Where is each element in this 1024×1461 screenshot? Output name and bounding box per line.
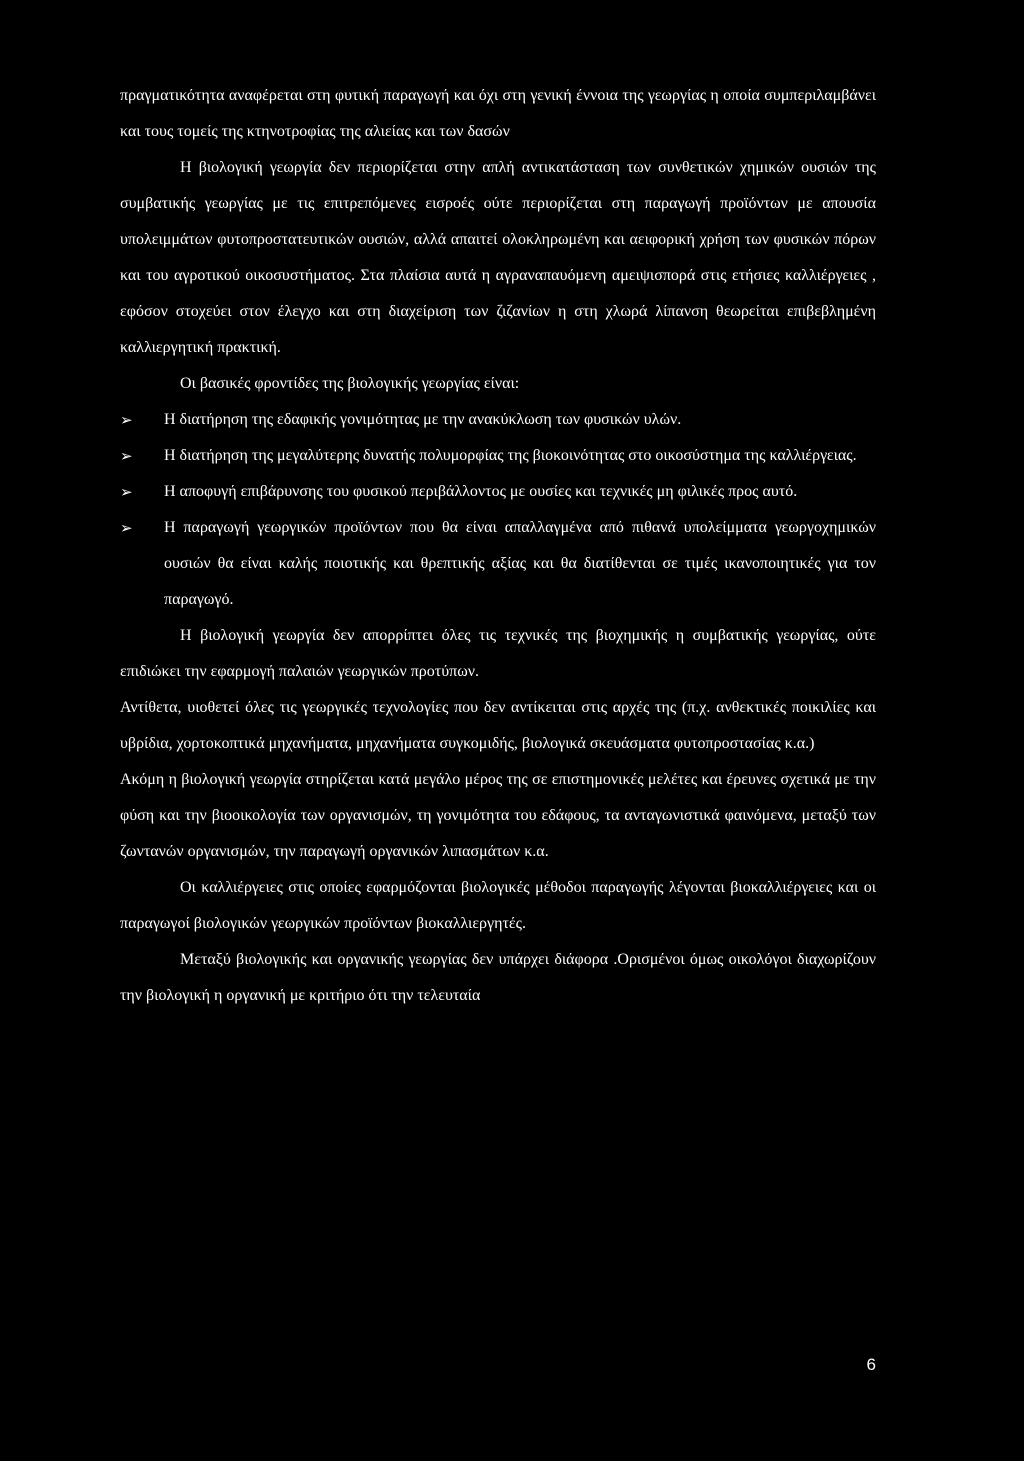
paragraph-6: Ακόμη η βιολογική γεωργία στηρίζεται κατά μεγάλο μέρος της σε επιστημονικές μελέτες και έρευνες σχετικά με την φύση και την βιοοικολογία των οργανισμών, τη γονιμότητα του εδάφους, τα ανταγωνιστικά φαινόμενα, μεταξύ των ζωντανών οργανισμών, την παραγωγή οργανικών λιπασμάτων κ.α.	[120, 771, 876, 860]
list-item	[120, 474, 876, 510]
paragraph-8: Μεταξύ βιολογικής και οργανικής γεωργίας δεν υπάρχει διάφορα .Ορισμένοι όμως οικολόγοι διαχωρίζουν την βιολογική η οργανική με κριτήριο ότι την τελευταία	[120, 951, 876, 1004]
list-item-text: Η διατήρηση της εδαφικής γονιμότητας με την ανακύκλωση των φυσικών υλών.	[164, 411, 682, 428]
list-item	[120, 510, 876, 618]
arrowhead-icon: ➢	[120, 411, 133, 429]
arrowhead-icon: ➢	[120, 447, 133, 465]
list-item	[120, 438, 876, 474]
paragraph-4: Η βιολογική γεωργία δεν απορρίπτει όλες τις τεχνικές της βιοχημικής η συμβατικής γεωργίας, ούτε επιδιώκει την εφαρμογή παλαιών γεωργικών προτύπων.	[120, 627, 876, 680]
bullet-list	[120, 402, 876, 618]
paragraph-5: Αντίθετα, υιοθετεί όλες τις γεωργικές τεχνολογίες που δεν αντίκειται στις αρχές της (π.χ. ανθεκτικές ποικιλίες και υβρίδια, χορτοκοπτικά μηχανήματα, μηχανήματα συγκομιδής, βιολογικά σκευάσματα φυτοπροστασίας κ.α.)	[120, 699, 876, 752]
list-item-text: Η αποφυγή επιβάρυνσης του φυσικού περιβάλλοντος με ουσίες και τεχνικές μη φιλικές προς αυτό.	[164, 483, 798, 500]
list-item	[120, 402, 876, 438]
document-body	[120, 78, 876, 1014]
page-number: 6	[866, 1355, 876, 1374]
list-item-text: Η παραγωγή γεωργικών προϊόντων που θα είναι απαλλαγμένα από πιθανά υπολείμματα γεωργοχημικών ουσιών θα είναι καλής ποιοτικής και θρεπτικής αξίας και θα διατίθενται σε τιμές ικανοποιητικές για τον παραγωγό.	[164, 519, 876, 608]
paragraph-3: Οι βασικές φροντίδες της βιολογικής γεωργίας είναι:	[180, 375, 520, 392]
arrowhead-icon: ➢	[120, 519, 133, 537]
paragraph-1: πραγματικότητα αναφέρεται στη φυτική παραγωγή και όχι στη γενική έννοια της γεωργίας η οποία συμπεριλαμβάνει και τους τομείς της κτηνοτροφίας της αλιείας και των δασών	[120, 87, 876, 140]
list-item-text: Η διατήρηση της μεγαλύτερης δυνατής πολυμορφίας της βιοκοινότητας στο οικοσύστημα της καλλιέργειας.	[164, 447, 857, 464]
arrowhead-icon: ➢	[120, 483, 133, 501]
paragraph-7: Οι καλλιέργειες στις οποίες εφαρμόζονται βιολογικές μέθοδοι παραγωγής λέγονται βιοκαλλιέργειες και οι παραγωγοί βιολογικών γεωργικών προϊόντων βιοκαλλιεργητές.	[120, 879, 876, 932]
paragraph-2: Η βιολογική γεωργία δεν περιορίζεται στην απλή αντικατάσταση των συνθετικών χημικών ουσιών της συμβατικής γεωργίας με τις επιτρεπόμενες εισροές ούτε περιορίζεται στη παραγωγή προϊόντων με απουσία υπολειμμάτων φυτοπροστατευτικών ουσιών, αλλά απαιτεί ολοκληρωμένη και αειφορική χρήση των φυσικών πόρων και του αγροτικού οικοσυστήματος. Στα πλαίσια αυτά η αγραναπαυόμενη αμειψισπορά στις ετήσιες καλλιέργειες , εφόσον στοχεύει στον έλεγχο και στη διαχείριση των ζιζανίων η στη χλωρά λίπανση θεωρείται επιβεβλημένη καλλιεργητική πρακτική.	[120, 159, 876, 356]
